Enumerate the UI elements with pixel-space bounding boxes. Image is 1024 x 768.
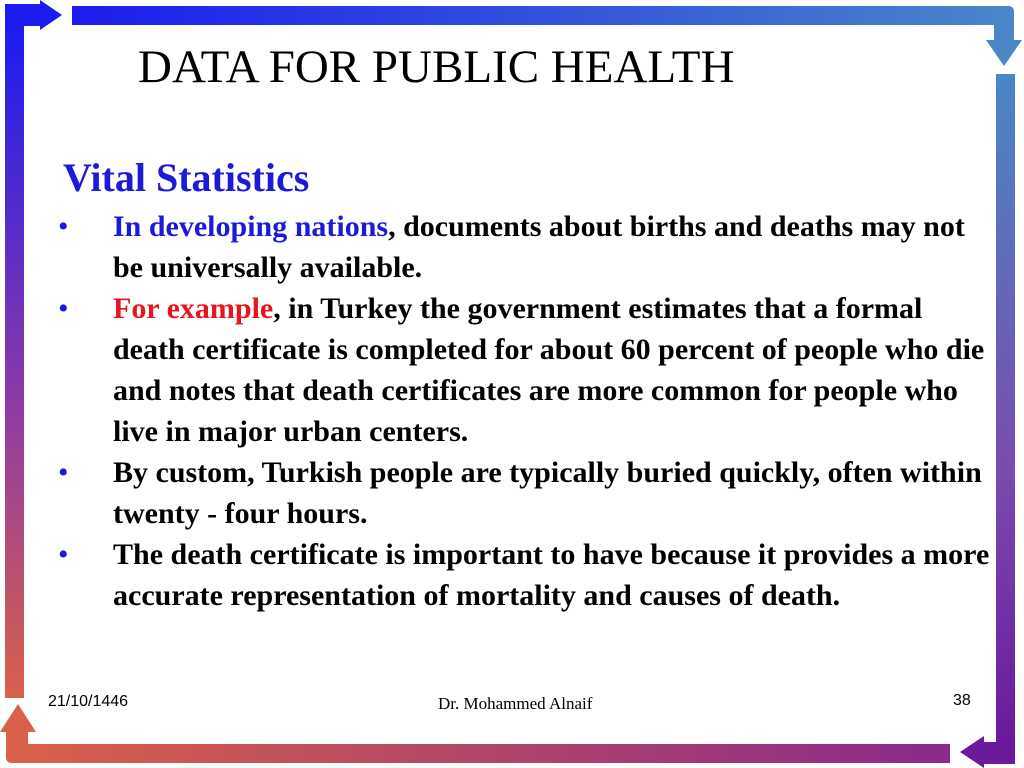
bullet-item (58, 206, 998, 288)
highlight-text: For example (113, 292, 274, 325)
frame-top-right-arrow-icon (986, 6, 1022, 66)
bullet-text: By custom, Turkish people are typically buried quickly, often within twenty - four hours. (113, 456, 982, 530)
section-subtitle: Vital Statistics (63, 155, 310, 200)
footer-date: 21/10/1446 (48, 693, 129, 710)
page-number: 38 (953, 692, 971, 709)
bullet-text: , documents about births and deaths may not be universally available. (113, 210, 965, 284)
frame-bottom-left-arrow-icon (0, 704, 36, 763)
bullet-item (58, 452, 998, 534)
bullet-text: The death certificate is important to have because it provides a more accurate representation of mortality and causes of death. (113, 538, 990, 612)
frame-bottom-bar (26, 744, 950, 763)
bullet-marker: • (58, 538, 69, 571)
bullet-text: , in Turkey the government estimates that a formal death certificate is completed for about 60 percent of people who die and notes that death certificates are more common for people who live in major urban centers. (113, 292, 985, 448)
bullet-marker: • (58, 292, 69, 325)
bullet-item (58, 534, 998, 616)
frame-top-bar (72, 6, 1008, 25)
bullet-list (58, 206, 998, 616)
highlight-text: In developing nations (113, 210, 389, 243)
bullet-marker: • (58, 456, 69, 489)
bullet-marker: • (58, 210, 69, 243)
footer-author: Dr. Mohammed Alnaif (438, 694, 593, 713)
page-title: DATA FOR PUBLIC HEALTH (138, 41, 735, 93)
frame-right-bar (996, 74, 1015, 742)
frame-left-bar (5, 26, 24, 698)
bullet-item (58, 288, 998, 452)
